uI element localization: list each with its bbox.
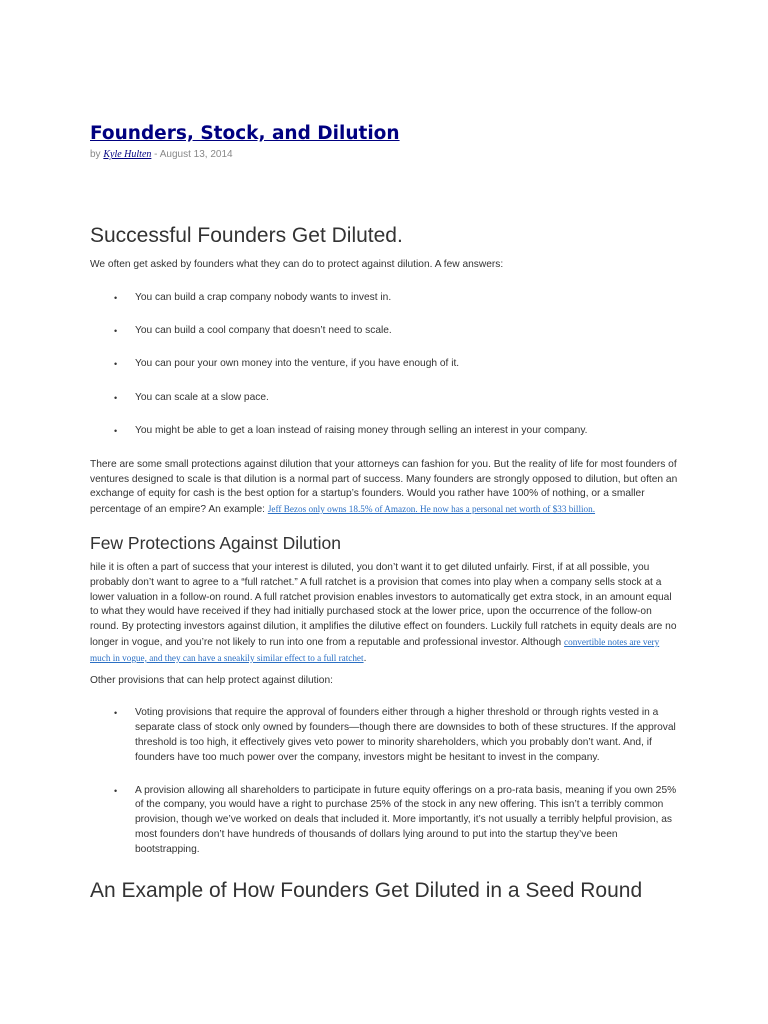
bullet-icon: •: [114, 292, 118, 303]
bullet-icon: •: [114, 392, 118, 403]
article: [90, 121, 680, 904]
section-heading-few-protections: Few Protections Against Dilution: [90, 532, 341, 553]
byline-date: - August 13, 2014: [151, 149, 233, 160]
article-title[interactable]: Founders, Stock, and Dilution: [90, 123, 400, 144]
bullet-icon: •: [114, 425, 118, 436]
list-item: • You can build a crap company nobody wants to invest in.: [90, 291, 680, 306]
author-link[interactable]: Kyle Hulten: [103, 149, 152, 160]
intro-paragraph: We often get asked by founders what they can do to protect against dilution. A few answers:: [90, 259, 504, 270]
ratchet-paragraph: hile it is often a part of success that your interest is diluted, you don’t want it to get diluted unfairly. First, if at all possible, you probably don’t want to agree to a “full ratchet.” A full ratchet is a provision that comes into play when a company sells stock at a lower valuation in a follow-on round. A full ratchet provision enables investors to automatically get extra stock, in an amount equal to what they would have received if they had initially purchased stock at the lower price, upon the occurrence of the follow-on round. By protecting investors against dilution, it amplifies the dilutive effect on founders. Luckily full ratchets in equity deals are no longer in vogue, and you’re not likely to run into one from a reputable and professional investor. Although convertible notes are very much in vogue, and they can have a sneakily similar effect to a full ratchet.: [90, 561, 677, 664]
bezos-link[interactable]: Jeff Bezos only owns 18.5% of Amazon. He now has a personal net worth of $33 billion.: [267, 504, 596, 515]
list-item: • Voting provisions that require the approval of founders either through a higher threshold or through rights vested in a separate class of stock only owned by founders—though there are downsides to both of these structures. If the approval threshold is too high, it effectively gives veto power to minority shareholders, which you probably don’t want. And, if founders have too much power over the company, investors might be hesitant to invest in the company.: [114, 707, 676, 763]
list-item: • You might be able to get a loan instead of raising money through selling an interest in your company.: [90, 424, 680, 439]
bullet-icon: •: [114, 326, 118, 337]
byline-prefix: by: [90, 149, 104, 160]
convertible-notes-link[interactable]: convertible notes are very much in vogue, and they can have a sneakily similar effect to a full ratchet: [90, 636, 660, 663]
list-item: • You can scale at a slow pace.: [90, 391, 680, 406]
provisions-list: [90, 706, 680, 857]
bullet-icon: •: [114, 785, 118, 796]
section-heading-successful-founders: Successful Founders Get Diluted.: [90, 224, 403, 247]
list-item: • A provision allowing all shareholders to participate in future equity offerings on a pro-rata basis, meaning if you own 25% of the company, you would have a right to purchase 25% of the stock in any new offering. This isn’t a terribly common provision, though we’ve worked on deals that included it. More importantly, it’s not usually a terribly helpful provision, as most founders don’t have hundreds of thousands of dollars lying around to put into the startup they’ve been bootstrapping.: [114, 784, 677, 855]
list-item: • You can build a cool company that doesn’t need to scale.: [90, 324, 680, 339]
other-provisions-intro: Other provisions that can help protect against dilution:: [90, 674, 333, 686]
byline: [90, 148, 680, 162]
bullet-icon: •: [114, 359, 118, 370]
list-item: • You can pour your own money into the venture, if you have enough of it.: [90, 357, 680, 372]
bullet-icon: •: [114, 708, 118, 719]
dilution-paragraph: There are some small protections against dilution that your attorneys can fashion for you. But the reality of life for most founders of ventures designed to scale is that dilution is a normal part of success. Many founders are strongly opposed to dilution, but often an exchange of equity for cash is the best option for a startup’s founders. Would you rather have 100% of nothing, or a smaller percentage of an empire? An example: Jeff Bezos only owns 18.5% of Amazon. He now has a personal net worth of $33 billion.: [90, 458, 678, 516]
section-heading-seed-round-example: An Example of How Founders Get Diluted in a Seed Round: [90, 878, 643, 902]
answers-list: [90, 291, 680, 439]
